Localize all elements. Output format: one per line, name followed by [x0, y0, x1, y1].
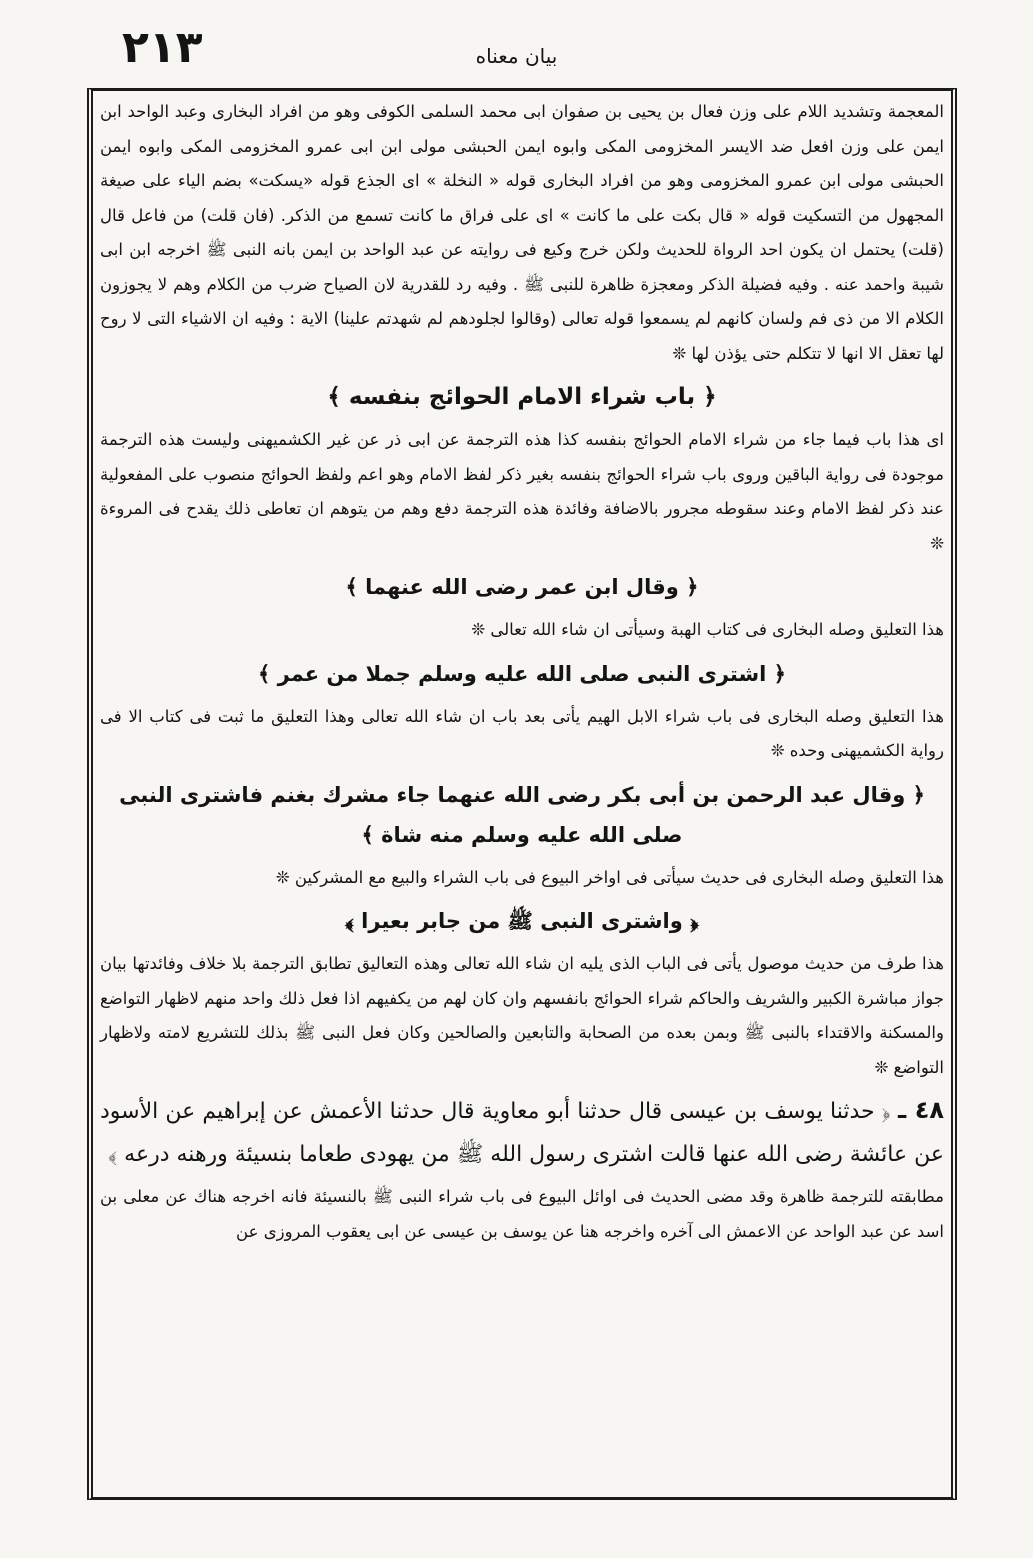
hadith-text: [100, 1089, 944, 1176]
quote-heading: ﴿ وقال عبد الرحمن بن أبى بكر رضى الله عنهما جاء مشرك بغنم فاشترى النبى صلى الله عليه وسلم منه شاة ﴾: [119, 782, 925, 847]
chapter-heading: ﴿ باب شراء الامام الحوائج بنفسه ﴾: [327, 384, 717, 410]
running-title: بيان معناه: [475, 44, 558, 68]
commentary-paragraph: مطابقته للترجمة ظاهرة وقد مضى الحديث فى اوائل البيوع فى باب شراء النبى ﷺ بالنسيئة فانه اخرجه هناك عن معلى بن اسد عن عبد الواحد عن الاعمش الى آخره واخرجه هنا عن يوسف بن عيسى عن ابى يعقوب المروزى عن: [100, 1187, 944, 1241]
main-text: [100, 95, 944, 1490]
hadith-number: ٤٨ ـ: [897, 1096, 944, 1124]
commentary-paragraph: هذا التعليق وصله البخارى فى باب شراء الابل الهيم يأتى بعد باب ان شاء الله تعالى وهذا التعليق ما ثبت فى كتاب الا فى رواية الكشميهنى وحده ❊: [100, 706, 944, 760]
page-number: ٢١٣: [122, 22, 203, 73]
commentary-paragraph: اى هذا باب فيما جاء من شراء الامام الحوائج بنفسه كذا هذه الترجمة عن ابى ذر عن غير الكشميهنى وليست هذه الترجمة موجودة فى رواية الباقين وروى باب شراء الحوائج بنفسه بغير ذكر لفظ الامام وهو اعم ولفظ الحوائج منصوب على المفعولية عند ذكر لفظ الامام وعند سقوطه مجرور بالاضافة وفائدة هذه الترجمة دفع وهم من يتوهم ان تعاطى ذلك يقدح فى المروءة ❊: [100, 430, 944, 553]
quote-heading: ﴿ واشترى النبى ﷺ من جابر بعيرا ﴾: [345, 909, 699, 933]
hadith-body: ﴿ حدثنا يوسف بن عيسى قال حدثنا أبو معاوية قال حدثنا الأعمش عن إبراهيم عن الأسود عن عائشة رضى الله عنها قالت اشترى رسول الله ﷺ من يهودى طعاما بنسيئة ورهنه درعه ﴾: [100, 1099, 944, 1167]
commentary-paragraph: هذا طرف من حديث موصول يأتى فى الباب الذى يليه ان شاء الله تعالى وهذه التعاليق تطابق الترجمة بلا خلاف وفائدتها بيان جواز مباشرة الكبير والشريف والحاكم شراء الحوائج بانفسهم وان كان لهم من يكفيهم اذا فعل ذلك واحد منهم لاظهار التواضع والمسكنة والاقتداء بالنبى ﷺ وبمن بعده من الصحابة والتابعين والصالحين وكان فعل النبى ﷺ بذلك للتشريع لامته ولاظهار التواضع ❊: [100, 954, 944, 1077]
commentary-paragraph: هذا التعليق وصله البخارى فى حديث سيأتى فى اواخر البيوع فى باب الشراء والبيع مع المشركين ❊: [275, 867, 944, 887]
quote-heading: ﴿ اشترى النبى صلى الله عليه وسلم جملا من عمر ﴾: [258, 661, 786, 686]
quote-heading: ﴿ وقال ابن عمر رضى الله عنهما ﴾: [345, 575, 699, 599]
commentary-paragraph: هذا التعليق وصله البخارى فى كتاب الهبة وسيأتى ان شاء الله تعالى ❊: [471, 620, 944, 639]
commentary-paragraph: المعجمة وتشديد اللام على وزن فعال بن يحيى بن صفوان ابى محمد السلمى الكوفى وهو من افراد البخارى وعبد الواحد ابن ايمن على وزن افعل ضد الايسر المخزومى المكى وابوه ايمن الحبشى مولى ابن ابى عمرو المخزومى المكى وابوه ايمن الحبشى مولى ابن عمرو المخزومى وهو من افراد البخارى قوله « النخلة » اى الجذع قوله «يسكت» بضم الياء على صيغة المجهول من التسكيت قوله « قال بكت على ما كانت » اى على فراق ما كانت تسمع من الذكر. (فان قلت) من فاعل قال (قلت) يحتمل ان يكون احد الرواة للحديث ولكن خرج وكيع فى روايته عن عبد الواحد بن ايمن بانه النبى ﷺ اخرجه ابن ابى شيبة واحمد عنه . وفيه فضيلة الذكر ومعجزة ظاهرة للنبى ﷺ . وفيه رد للقدرية لان الصياح ضرب من الكلام وهم لا يجوزون الكلام الا من ذى فم ولسان كانهم لم يسمعوا قوله تعالى (وقالوا لجلودهم لم شهدتم علينا) الاية : وفيه ان الاشياء التى لا روح لها تعقل الا انها لا تتكلم حتى يؤذن لها ❊: [100, 102, 944, 363]
